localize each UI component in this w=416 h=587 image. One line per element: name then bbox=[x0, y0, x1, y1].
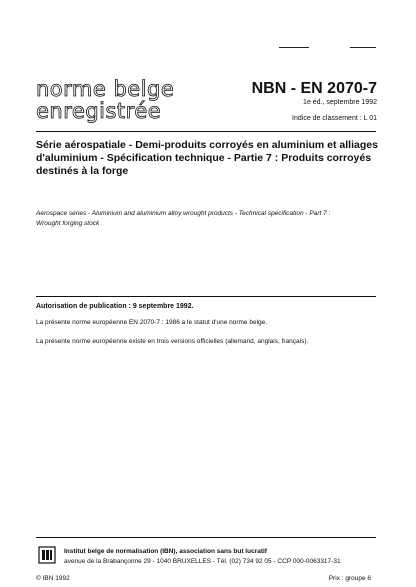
footer-divider bbox=[36, 537, 376, 538]
price-group: Prix : groupe 6 bbox=[328, 575, 371, 582]
publication-authorization: Autorisation de publication : 9 septembre 1992. bbox=[36, 303, 194, 310]
brand-logo-text bbox=[36, 78, 174, 122]
versions-paragraph: La présente norme européenne existe en trois versions officielles (allemand, anglais, français). bbox=[36, 338, 309, 345]
document-title-english: Aerospace series - Aluminium and aluminium alloy wrought products - Technical specification - Part 7 : Wrought forging stock bbox=[36, 210, 331, 227]
top-rule-left bbox=[279, 47, 309, 48]
brand-line-2: enregistrée bbox=[36, 99, 162, 123]
ibn-logo-icon bbox=[38, 546, 56, 564]
title-divider-top bbox=[36, 131, 376, 132]
copyright-notice: © IBN 1992 bbox=[36, 575, 70, 582]
document-title-french: Série aérospatiale - Demi-produits corroyés en aluminium et alliages d'aluminium - Spécification technique - Partie 7 : Produits corroyés destinés à la forge bbox=[36, 139, 378, 177]
status-paragraph: La présente norme européenne EN 2070-7 : 1986 a le statut d'une norme belge. bbox=[36, 319, 268, 326]
classification-index: Indice de classement : L 01 bbox=[292, 115, 377, 122]
institute-address: avenue de la Brabançonne 29 - 1040 BRUXELLES - Tél. (02) 734 92 05 - CCP 000-0063317-31 bbox=[64, 558, 341, 565]
standard-code: NBN - EN 2070-7 bbox=[251, 80, 377, 97]
top-rule-right bbox=[350, 47, 376, 48]
edition-date: 1e éd., septembre 1992 bbox=[303, 99, 377, 106]
authorization-divider bbox=[36, 296, 376, 297]
institute-name: Institut belge de normalisation (IBN), association sans but lucratif bbox=[64, 548, 267, 555]
brand-line-1: norme belge bbox=[36, 77, 175, 101]
